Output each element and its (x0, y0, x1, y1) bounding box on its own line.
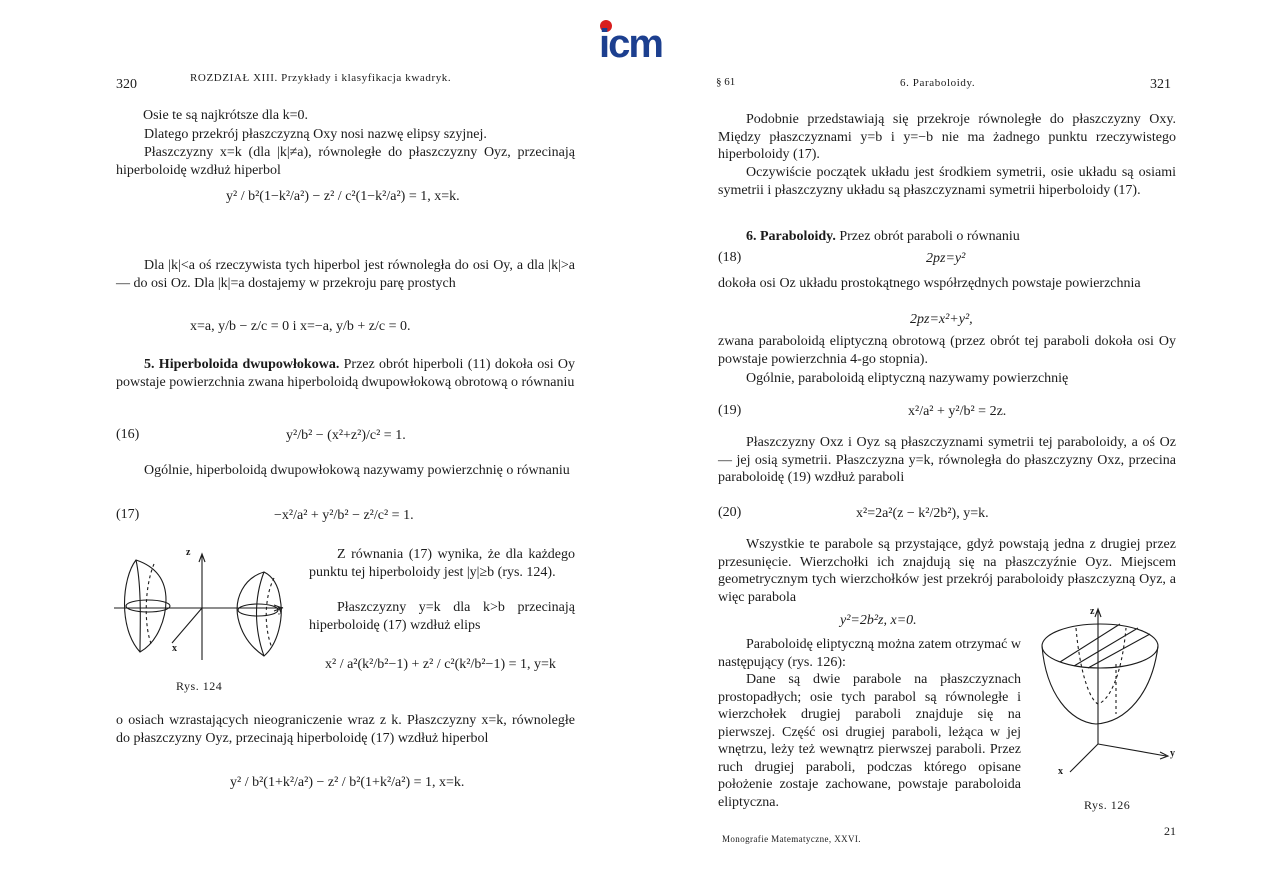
right-para9: Dane są dwie parabole na płaszczyznach prostopadłych; osie tych parabol są równoległe i wierzchołek drugiej paraboli znajduje się na pierwszej. Część osi drugiej paraboli, leżąca w jej wnętrzu, leży też wewnątrz pierwszej paraboli. Przez ruch drugiej paraboli, podczas którego opisane położenie zostaje zachowane, powstaje paraboloida eliptyczna. (718, 672, 1021, 810)
left-sheet-ellipse (126, 600, 170, 612)
right-sheet-meridian (257, 572, 265, 656)
eq19-label: (19) (718, 403, 742, 418)
eq16-label: (16) (116, 427, 140, 442)
section6-text: Przez obrót paraboli o równaniu (839, 229, 1020, 244)
right-para3: dokoła osi Oz układu prostokątnego współrzędnych powstaje powierzchnia (718, 276, 1141, 291)
right-para7: Wszystkie te parabole są przystające, gdyż powstają jedna z drugiej przez przesunięcie. Wierzchołki ich znajdują się na płaszczyźnie Oyz. Miejscem geometrycznym tych wierzchołków jest przekrój paraboloidy płaszczyzną Oyz, a więc parabola (718, 537, 1176, 605)
section5-title: 5. Hiperboloida dwupowłokowa. (144, 357, 340, 372)
fig126-caption: Rys. 126 (1084, 798, 1131, 812)
fig124-caption: Rys. 124 (176, 679, 223, 693)
right-para2: Oczywiście początek układu jest środkiem symetrii, osie układu są osiami symetrii i płaszczyzny układu są płaszczyznami symetrii hiperboloidy (17). (718, 165, 1176, 198)
right-section6 (718, 228, 1176, 246)
right-para1: Podobnie przedstawiają się przekroje równoległe do płaszczyzny Oxy. Między płaszczyznami y=b i y=−b nie ma żadnego punktu rzeczywistego hiperboloidy (17). (718, 112, 1176, 162)
right-para6: Płaszczyzny Oxz i Oyz są płaszczyznami symetrii tej paraboloidy, a oś Oz — jej osią symetrii. Płaszczyzna y=k, równoległa do płaszczyzny Oxz, przecina paraboloidę (19) wzdłuż paraboli (718, 435, 1176, 485)
left-para7: o osiach wzrastających nieograniczenie wraz z k. Płaszczyzny x=k, równoległe do płaszczyzny Oyz, przecinają hiperboloidę (17) wzdłuż hiperbol (116, 713, 575, 746)
icm-logo (597, 18, 673, 64)
right-equation-e: 2pz=x²+y², (910, 312, 973, 327)
right-signature: 21 (1164, 824, 1176, 838)
equation-17: −x²/a² + y²/b² − z²/c² = 1. (274, 508, 414, 523)
right-sheet-ellipse (238, 604, 278, 616)
right-section-mark: § 61 (716, 76, 736, 88)
right-footer: Monografie Matematyczne, XXVI. (722, 834, 861, 844)
section5-text: Przez obrót hiperboli (11) dokoła osi Oy powstaje powierzchnia zwana hiperboloidą dwupowłokową obrotową o równaniu (116, 357, 576, 390)
right-para8: Paraboloidę eliptyczną można zatem otrzymać w następujący (rys. 126): (718, 637, 1021, 670)
right-page-number: 321 (1150, 77, 1171, 92)
left-sheet-meridian (136, 560, 140, 652)
fig126-axis-z: z (1090, 606, 1095, 617)
right-equation-f: y²=2b²z, x=0. (840, 613, 917, 628)
fig124-axis-x: x (172, 643, 177, 654)
eq17-label: (17) (116, 507, 140, 522)
right-para4: zwana paraboloidą eliptyczną obrotową (przez obrót tej paraboli dokoła osi Oy powstaje powierzchnia 4-go stopnia). (718, 334, 1176, 367)
left-equation-d: y² / b²(1+k²/a²) − z² / b²(1+k²/a²) = 1, x=k. (230, 775, 465, 790)
right-running-head: 6. Paraboloidy. (900, 77, 976, 89)
left-para6: Płaszczyzny y=k dla k>b przecinają hiperboloidę (17) wzdłuż elips (309, 600, 575, 633)
left-equation-b: x=a, y/b − z/c = 0 i x=−a, y/b + z/c = 0. (190, 319, 411, 334)
left-running-head: ROZDZIAŁ XIII. Przykłady i klasyfikacja kwadryk. (190, 72, 452, 84)
x-axis (1070, 744, 1098, 772)
equation-18: 2pz=y² (926, 251, 966, 266)
y-axis (1098, 744, 1166, 756)
eq20-label: (20) (718, 505, 742, 520)
left-section5 (116, 356, 575, 391)
left-sheet-hidden (146, 564, 154, 646)
left-para1: Dlatego przekrój płaszczyzną Oxy nosi nazwę elipsy szyjnej. (144, 127, 487, 142)
fig126-axis-x: x (1058, 766, 1063, 777)
eq18-label: (18) (718, 250, 742, 265)
fig124-axis-z: z (186, 547, 191, 558)
left-sheet-outline (125, 560, 167, 652)
left-para5: Z równania (17) wynika, że dla każdego punktu tej hiperboloidy jest |y|≥b (rys. 124). (309, 547, 575, 580)
left-equation-c: x² / a²(k²/b²−1) + z² / c²(k²/b²−1) = 1, y=k (325, 657, 556, 672)
right-sheet-hidden (266, 578, 274, 648)
left-para2: Płaszczyzny x=k (dla |k|≠a), równoległe do płaszczyzny Oyz, przecinają hiperboloidę wzdłuż hiperbol (116, 145, 575, 178)
outer-parabola (1042, 646, 1158, 724)
left-line1: Osie te są najkrótsze dla k=0. (143, 108, 308, 123)
left-para4: Ogólnie, hiperboloidą dwupowłokową nazywamy powierzchnię o równaniu (144, 463, 570, 478)
fig126-axis-y: y (1170, 748, 1175, 759)
figure-124-hyperboloid (114, 548, 294, 666)
section6-title: 6. Paraboloidy. (746, 229, 836, 244)
fig124-axis-y: y (278, 604, 283, 615)
equation-19: x²/a² + y²/b² = 2z. (908, 404, 1007, 419)
equation-20: x²=2a²(z − k²/2b²), y=k. (856, 506, 989, 521)
left-para3: Dla |k|<a oś rzeczywista tych hiperbol jest równoległa do osi Oy, a dla |k|>a — do osi Oz. Dla |k|=a dostajemy w przekroju parę prostych (116, 258, 575, 291)
left-page-number: 320 (116, 77, 137, 92)
left-equation-a: y² / b²(1−k²/a²) − z² / c²(1−k²/a²) = 1, x=k. (226, 189, 460, 204)
figure-126-paraboloid (1040, 604, 1190, 784)
equation-16: y²/b² − (x²+z²)/c² = 1. (286, 428, 406, 443)
right-para5: Ogólnie, paraboloidą eliptyczną nazywamy powierzchnię (746, 371, 1069, 386)
logo-text: icm (599, 22, 662, 66)
x-axis (172, 608, 202, 643)
